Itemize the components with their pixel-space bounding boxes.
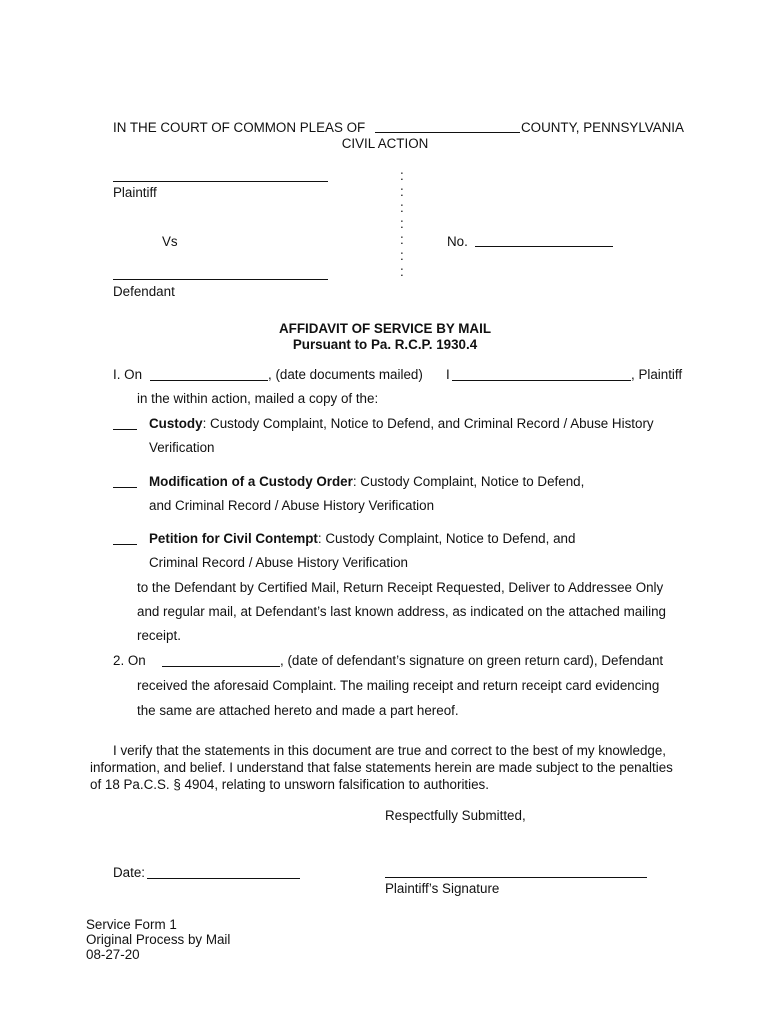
- footer-form-date: 08-27-20: [86, 947, 140, 962]
- signature-label: Plaintiff’s Signature: [385, 881, 500, 896]
- modification-option: [149, 474, 584, 490]
- verification-line2: information, and belief. I understand that false statements herein are made subject to the penalties: [90, 760, 673, 775]
- caption-colon: :: [400, 168, 404, 183]
- affidavit-title: AFFIDAVIT OF SERVICE BY MAIL: [278, 321, 492, 336]
- caption-colon: :: [400, 248, 404, 263]
- defendant-label: Defendant: [113, 284, 175, 299]
- mail-text-line1: to the Defendant by Certified Mail, Return Receipt Requested, Deliver to Addressee Only: [137, 580, 664, 595]
- modification-cont: and Criminal Record / Abuse History Verification: [149, 498, 435, 513]
- footer-form-desc: Original Process by Mail: [86, 932, 231, 947]
- civil-action-heading: CIVIL ACTION: [341, 136, 429, 151]
- item1-suffix: , Plaintiff: [631, 367, 683, 382]
- custody-checkbox-line[interactable]: [113, 429, 137, 430]
- date-label: Date:: [113, 865, 146, 880]
- plaintiff-label: Plaintiff: [113, 185, 157, 200]
- county-blank-line[interactable]: [375, 132, 520, 133]
- court-suffix: COUNTY, PENNSYLVANIA: [521, 120, 684, 135]
- case-number-line[interactable]: [475, 246, 613, 247]
- custody-text: : Custody Complaint, Notice to Defend, and Criminal Record / Abuse History: [202, 416, 654, 431]
- contempt-option: [149, 531, 575, 547]
- item2-suffix: , (date of defendant’s signature on green return card), Defendant: [280, 653, 664, 668]
- date-line[interactable]: [147, 878, 300, 879]
- defendant-name-line[interactable]: [113, 279, 328, 280]
- verification-line1: I verify that the statements in this document are true and correct to the best of my knowledge,: [113, 743, 667, 758]
- caption-colon: :: [400, 264, 404, 279]
- mail-text-line3: receipt.: [137, 628, 181, 643]
- item1-prefix: I. On: [113, 367, 143, 382]
- item1-mid: , (date documents mailed): [268, 367, 423, 382]
- contempt-cont: Criminal Record / Abuse History Verification: [149, 555, 408, 570]
- caption-colon: :: [400, 200, 404, 215]
- mail-text-line2: and regular mail, at Defendant’s last known address, as indicated on the attached mailing: [137, 604, 667, 619]
- case-number-label: No.: [447, 234, 468, 249]
- court-prefix: IN THE COURT OF COMMON PLEAS OF: [113, 120, 366, 135]
- caption-colon: :: [400, 232, 404, 247]
- modification-checkbox-line[interactable]: [113, 487, 137, 488]
- caption-colon: :: [400, 216, 404, 231]
- item2-line2: received the aforesaid Complaint. The mailing receipt and return receipt card evidencing: [137, 678, 660, 693]
- item2-line3: the same are attached hereto and made a part hereof.: [137, 703, 459, 718]
- contempt-text: : Custody Complaint, Notice to Defend, and: [317, 531, 576, 546]
- verification-line3: of 18 Pa.C.S. § 4904, relating to unsworn falsification to authorities.: [90, 777, 489, 792]
- modification-text: : Custody Complaint, Notice to Defend,: [352, 474, 585, 489]
- vs-label: Vs: [162, 234, 178, 249]
- custody-title: Custody: [149, 416, 203, 431]
- custody-option: [149, 416, 654, 432]
- contempt-checkbox-line[interactable]: [113, 544, 137, 545]
- respectfully-submitted: Respectfully Submitted,: [385, 808, 526, 823]
- affidavit-subtitle: Pursuant to Pa. R.C.P. 1930.4: [292, 337, 478, 352]
- item2-prefix: 2. On: [113, 653, 146, 668]
- footer-form-name: Service Form 1: [86, 917, 177, 932]
- plaintiff-name-blank[interactable]: [452, 380, 631, 381]
- plaintiff-name-line[interactable]: [113, 181, 328, 182]
- caption-colon: :: [400, 184, 404, 199]
- contempt-title: Petition for Civil Contempt: [149, 531, 318, 546]
- signature-date-line[interactable]: [162, 666, 280, 667]
- modification-title: Modification of a Custody Order: [149, 474, 353, 489]
- signature-line[interactable]: [385, 877, 647, 878]
- mailed-date-line[interactable]: [150, 380, 268, 381]
- item1-i: I: [446, 367, 450, 382]
- custody-cont: Verification: [149, 440, 215, 455]
- within-action-text: in the within action, mailed a copy of the:: [137, 391, 379, 406]
